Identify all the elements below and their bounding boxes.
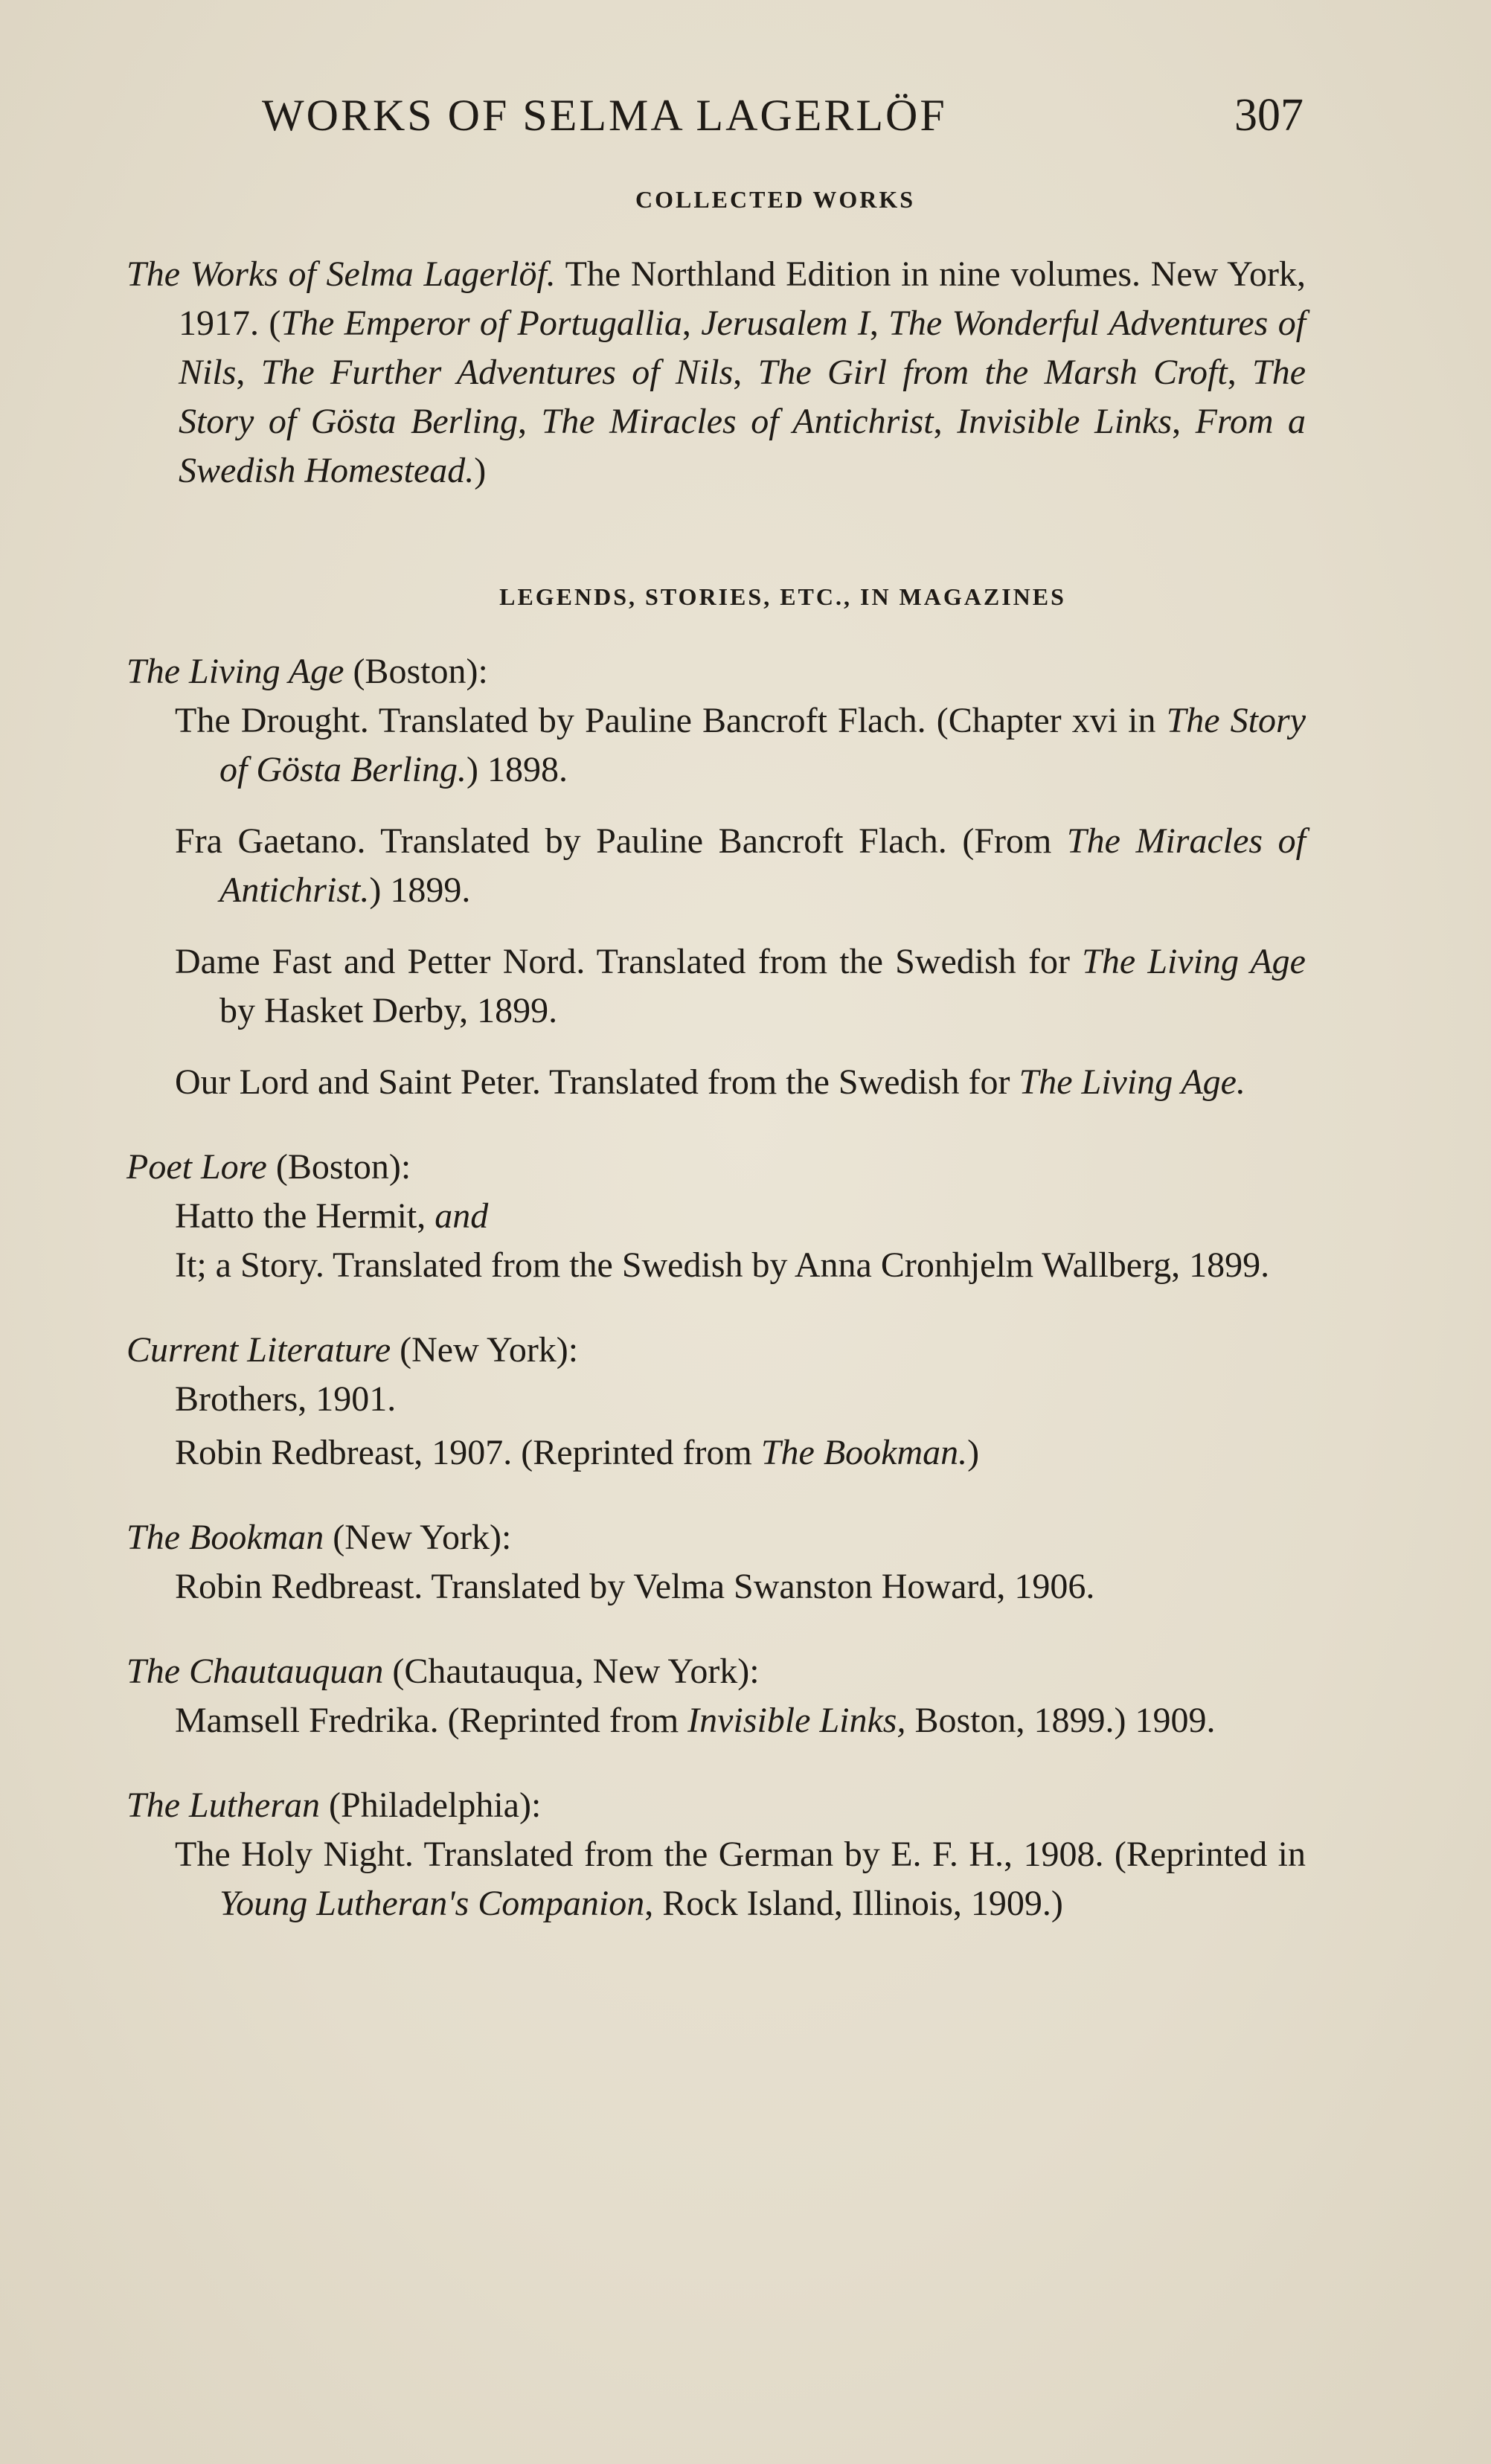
magazine-place: (Boston): (266, 1147, 411, 1187)
collected-works-paragraph: The Works of Selma Lagerlöf. The Northland Edition in nine volumes. New York, 1917. (The Emperor of Portugallia, Jerusalem I, The Wonderful Adventures of Nils, The Further Adventures of Nils, The Girl from the Marsh Croft, The Story of Gösta Berling, The Miracles of Antichrist, Invisible Links, From a Swedish Homestead.) (126, 254, 1306, 490)
list-item: Dame Fast and Petter Nord. Translated from the Swedish for The Living Age by Hasket Derby, 1899. (175, 942, 1306, 1030)
magazine-lutheran (126, 1781, 1306, 1830)
volume-title: The Wonderful Adventures of Nils (179, 304, 1306, 392)
volume-title: The Story of Gösta Berling (179, 353, 1306, 441)
running-title: WORKS OF SELMA LAGERLÖF (262, 91, 947, 140)
list-item: The Drought. Translated by Pauline Bancroft Flach. (Chapter xvi in The Story of Gösta Berling.) 1898. (175, 701, 1306, 789)
magazine-place: (New York): (324, 1518, 512, 1557)
magazine-name: The Lutheran (126, 1786, 321, 1825)
list-item: Robin Redbreast, 1907. (Reprinted from The Bookman.) (175, 1433, 980, 1472)
magazine-place: (Chautauqua, New York): (383, 1652, 760, 1691)
page-number: 307 (1234, 90, 1304, 141)
section-heading-magazines: LEGENDS, STORIES, ETC., IN MAGAZINES (499, 583, 1066, 610)
list-item: Hatto the Hermit, and (175, 1196, 489, 1236)
magazine-current-literature (126, 1326, 1306, 1375)
section-heading-collected-works: COLLECTED WORKS (635, 186, 916, 213)
list-item: It; a Story. Translated from the Swedish by Anna Cronhjelm Wallberg, 1899. (175, 1245, 1270, 1285)
volume-title: The Further Adventures of Nils (260, 353, 734, 392)
magazine-place: (Boston): (344, 652, 488, 691)
list-item: The Holy Night. Translated from the German by E. F. H., 1908. (Reprinted in Young Lutheran's Companion, Rock Island, Illinois, 1909.) (175, 1835, 1306, 1923)
magazine-bookman (126, 1513, 1306, 1562)
magazines-list (126, 647, 1306, 1928)
collected-title: The Works of Selma Lagerlöf. (126, 254, 556, 294)
collected-desc: The Northland Edition in nine volumes. New York, 1917. ( (179, 254, 1306, 343)
volume-title: From a Swedish Homestead. (179, 402, 1306, 490)
volume-title: Invisible Links (957, 402, 1173, 441)
list-item: Brothers, 1901. (175, 1379, 397, 1419)
magazine-chautauquan (126, 1647, 1306, 1696)
magazine-name: The Bookman (126, 1518, 324, 1557)
magazine-name: Poet Lore (126, 1147, 267, 1187)
volume-title: The Girl from the Marsh Croft (757, 353, 1228, 392)
list-item: Our Lord and Saint Peter. Translated from the Swedish for The Living Age. (175, 1062, 1245, 1102)
list-item: Mamsell Fredrika. (Reprinted from Invisible Links, Boston, 1899.) 1909. (175, 1701, 1216, 1740)
magazine-name: The Chautauquan (126, 1652, 384, 1691)
magazine-name: Current Literature (126, 1330, 391, 1370)
collected-works-entry (126, 250, 1306, 495)
volume-title: Jerusalem I (701, 304, 870, 343)
magazine-place: (Philadelphia): (320, 1786, 542, 1825)
magazine-name: The Living Age (126, 652, 344, 691)
volume-title: The Miracles of Antichrist (541, 402, 934, 441)
volume-title: The Emperor of Portugallia (280, 304, 682, 343)
list-item: Fra Gaetano. Translated by Pauline Bancroft Flach. (From The Miracles of Antichrist.) 1899. (175, 821, 1306, 910)
magazine-living-age (126, 647, 1306, 696)
magazine-poet-lore (126, 1143, 1306, 1192)
list-item: Robin Redbreast. Translated by Velma Swanston Howard, 1906. (175, 1567, 1095, 1606)
page-header (262, 74, 1304, 156)
magazine-place: (New York): (391, 1330, 579, 1370)
